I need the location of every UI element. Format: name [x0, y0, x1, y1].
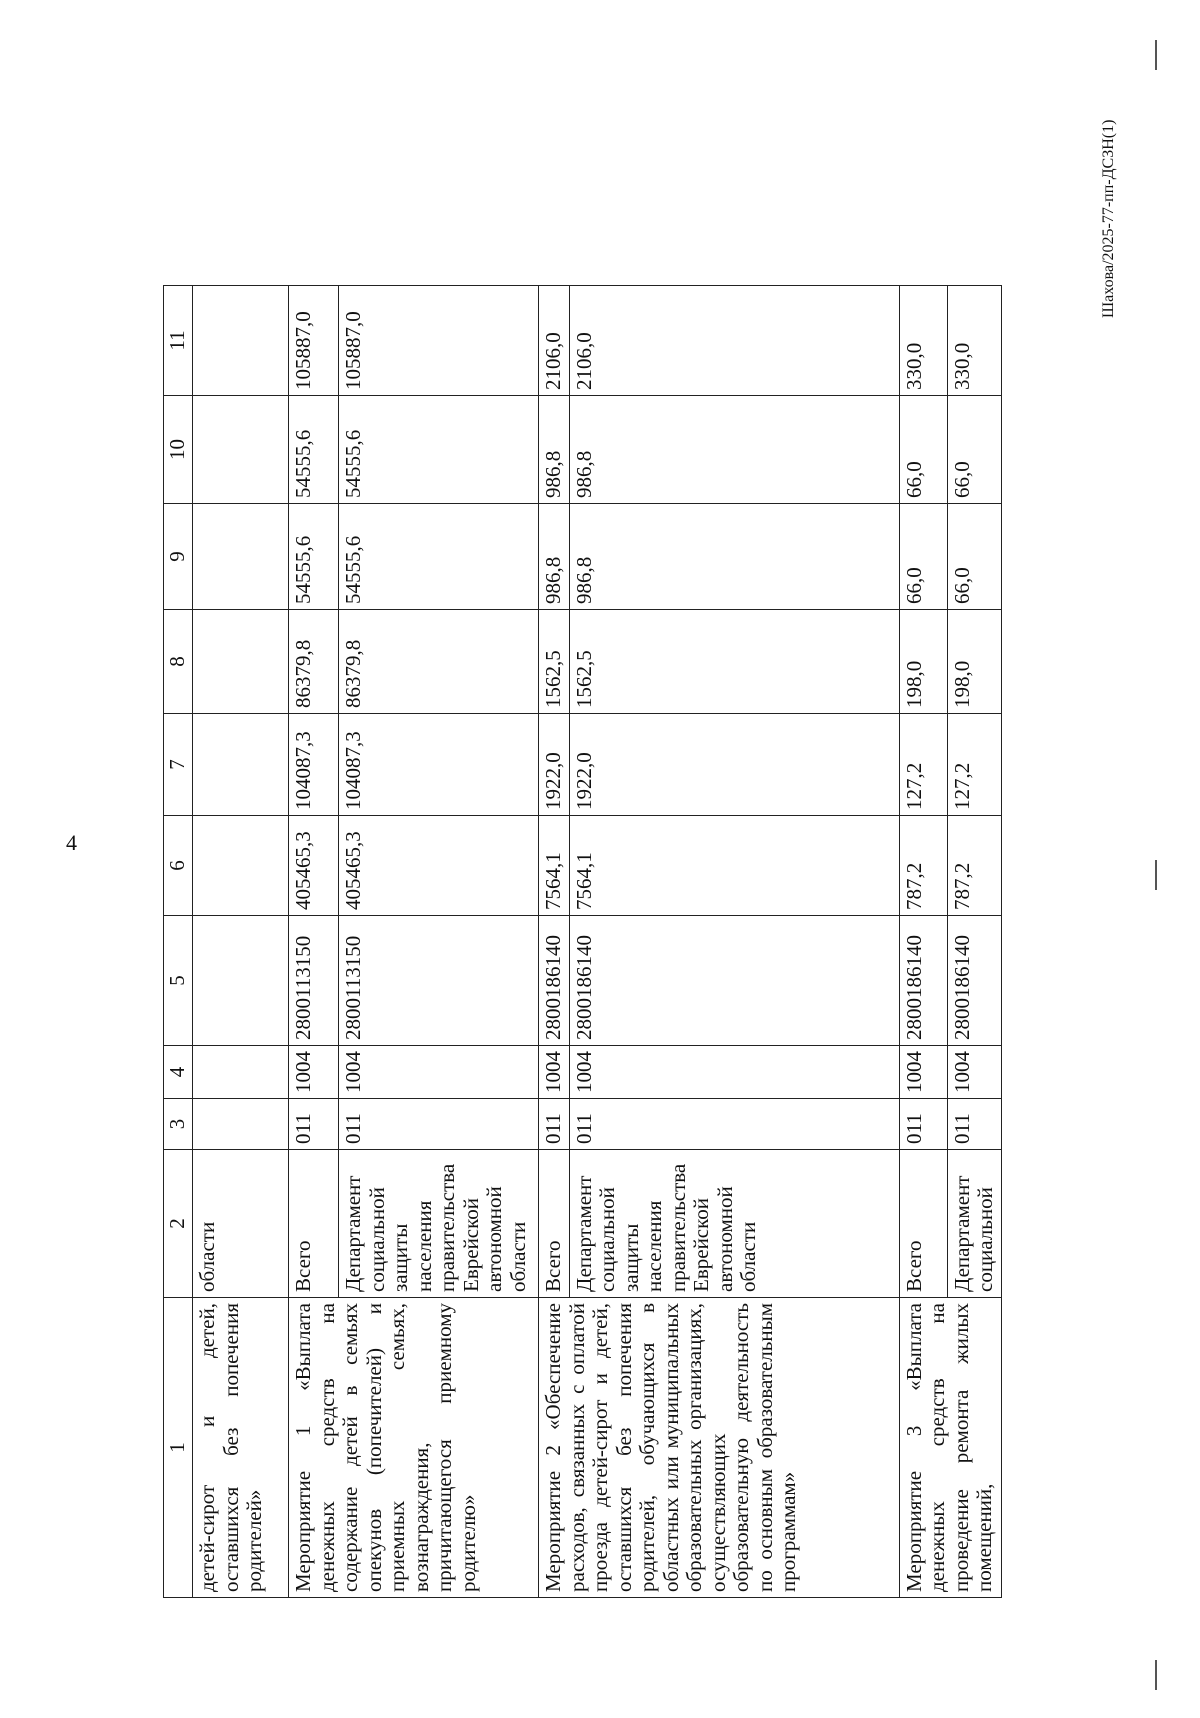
- table-cell: 86379,8: [339, 610, 539, 714]
- table-cell: 011: [947, 1099, 1001, 1150]
- table-cell: 66,0: [899, 396, 947, 504]
- budget-table: [163, 285, 1002, 1598]
- table-cell: 127,2: [899, 714, 947, 816]
- measure-name-cell: Мероприятие 3 «Выплата денежных средств на проведение ремонта жилых помещений,: [899, 1298, 1001, 1598]
- table-cell: 011: [539, 1099, 570, 1150]
- table-cell: [193, 916, 289, 1046]
- table-row: [289, 286, 339, 1598]
- table-row: [539, 286, 570, 1598]
- header-cell: 6: [164, 816, 193, 916]
- table-cell: 986,8: [569, 504, 899, 610]
- measure-name-cell: детей-сирот и детей, оставшихся без попечения родителей»: [193, 1298, 289, 1598]
- table-cell: 1922,0: [539, 714, 570, 816]
- document-code: Шахова/2025-77-пп-ДСЗН(1): [1100, 119, 1117, 318]
- table-cell: 2800186140: [947, 916, 1001, 1046]
- table-cell: [193, 286, 289, 396]
- table-cell: 986,8: [539, 504, 570, 610]
- table-cell: 2106,0: [569, 286, 899, 396]
- table-cell: 2800186140: [569, 916, 899, 1046]
- table-cell: 105887,0: [339, 286, 539, 396]
- table-cell: 54555,6: [289, 504, 339, 610]
- header-cell: 2: [164, 1150, 193, 1298]
- table-cell: 1004: [289, 1046, 339, 1099]
- table-cell: 1004: [539, 1046, 570, 1099]
- table-cell: [193, 610, 289, 714]
- header-cell: 5: [164, 916, 193, 1046]
- table-cell: 1562,5: [569, 610, 899, 714]
- table-cell: 787,2: [899, 816, 947, 916]
- table-cell: 127,2: [947, 714, 1001, 816]
- header-cell: 1: [164, 1298, 193, 1598]
- measure-name-cell: Мероприятие 1 «Выплата денежных средств на содержание детей в семьях опекунов (попечителей) и приемных семьях, вознаграждения, причитающегося приемному родителю»: [289, 1298, 539, 1598]
- header-cell: 4: [164, 1046, 193, 1099]
- table-cell: 54555,6: [289, 396, 339, 504]
- table-cell: 011: [569, 1099, 899, 1150]
- table-cell: 66,0: [947, 396, 1001, 504]
- table-cell: 405465,3: [289, 816, 339, 916]
- header-cell: 3: [164, 1099, 193, 1150]
- executor-cell: Всего: [289, 1150, 339, 1298]
- header-cell: 7: [164, 714, 193, 816]
- table-cell: 986,8: [569, 396, 899, 504]
- table-cell: 66,0: [899, 504, 947, 610]
- table-cell: 2800186140: [539, 916, 570, 1046]
- header-cell: 8: [164, 610, 193, 714]
- header-cell: 11: [164, 286, 193, 396]
- executor-cell: Всего: [539, 1150, 570, 1298]
- table-cell: 011: [289, 1099, 339, 1150]
- table-cell: 7564,1: [569, 816, 899, 916]
- table-cell: 105887,0: [289, 286, 339, 396]
- table-cell: 2800113150: [289, 916, 339, 1046]
- table-cell: 104087,3: [289, 714, 339, 816]
- table-cell: 330,0: [899, 286, 947, 396]
- executor-cell: области: [193, 1150, 289, 1298]
- table-cell: 011: [899, 1099, 947, 1150]
- table-cell: 787,2: [947, 816, 1001, 916]
- table-cell: 2800186140: [899, 916, 947, 1046]
- table-cell: 7564,1: [539, 816, 570, 916]
- header-row: [164, 286, 193, 1598]
- executor-cell: Департамент социальной защиты населения правительства Еврейской автономной области: [569, 1150, 899, 1298]
- executor-cell: Департамент социальной защиты населения правительства Еврейской автономной области: [339, 1150, 539, 1298]
- table-cell: 330,0: [947, 286, 1001, 396]
- table-cell: [193, 1099, 289, 1150]
- table-cell: 86379,8: [289, 610, 339, 714]
- table-cell: 1922,0: [569, 714, 899, 816]
- table-cell: 198,0: [899, 610, 947, 714]
- table-cell: 104087,3: [339, 714, 539, 816]
- header-cell: 9: [164, 504, 193, 610]
- page-number: 4: [66, 830, 77, 855]
- table-cell: 011: [339, 1099, 539, 1150]
- table-cell: 1004: [569, 1046, 899, 1099]
- table-cell: 1004: [947, 1046, 1001, 1099]
- table-cell: 54555,6: [339, 504, 539, 610]
- table-row: [899, 286, 947, 1598]
- table-cell: [193, 396, 289, 504]
- table-cell: [193, 714, 289, 816]
- table-cell: 405465,3: [339, 816, 539, 916]
- table-cell: [193, 504, 289, 610]
- executor-cell: Всего: [899, 1150, 947, 1298]
- table-cell: [193, 1046, 289, 1099]
- header-cell: 10: [164, 396, 193, 504]
- table-row: [193, 286, 289, 1598]
- table-cell: 54555,6: [339, 396, 539, 504]
- table-cell: 2106,0: [539, 286, 570, 396]
- table-cell: 1004: [899, 1046, 947, 1099]
- table-cell: 1562,5: [539, 610, 570, 714]
- table-cell: 986,8: [539, 396, 570, 504]
- measure-name-cell: Мероприятие 2 «Обеспечение расходов, связанных с оплатой проезда детей-сирот и детей, оставшихся без попечения родителей, обучающихся в областных или муниципальных образовательных организациях, осуществляющих образовательную деятельность по основным образовательным программам»: [539, 1298, 900, 1598]
- table-cell: 198,0: [947, 610, 1001, 714]
- table-cell: 1004: [339, 1046, 539, 1099]
- table-cell: 66,0: [947, 504, 1001, 610]
- table-cell: [193, 816, 289, 916]
- table-cell: 2800113150: [339, 916, 539, 1046]
- executor-cell: Департамент социальной: [947, 1150, 1001, 1298]
